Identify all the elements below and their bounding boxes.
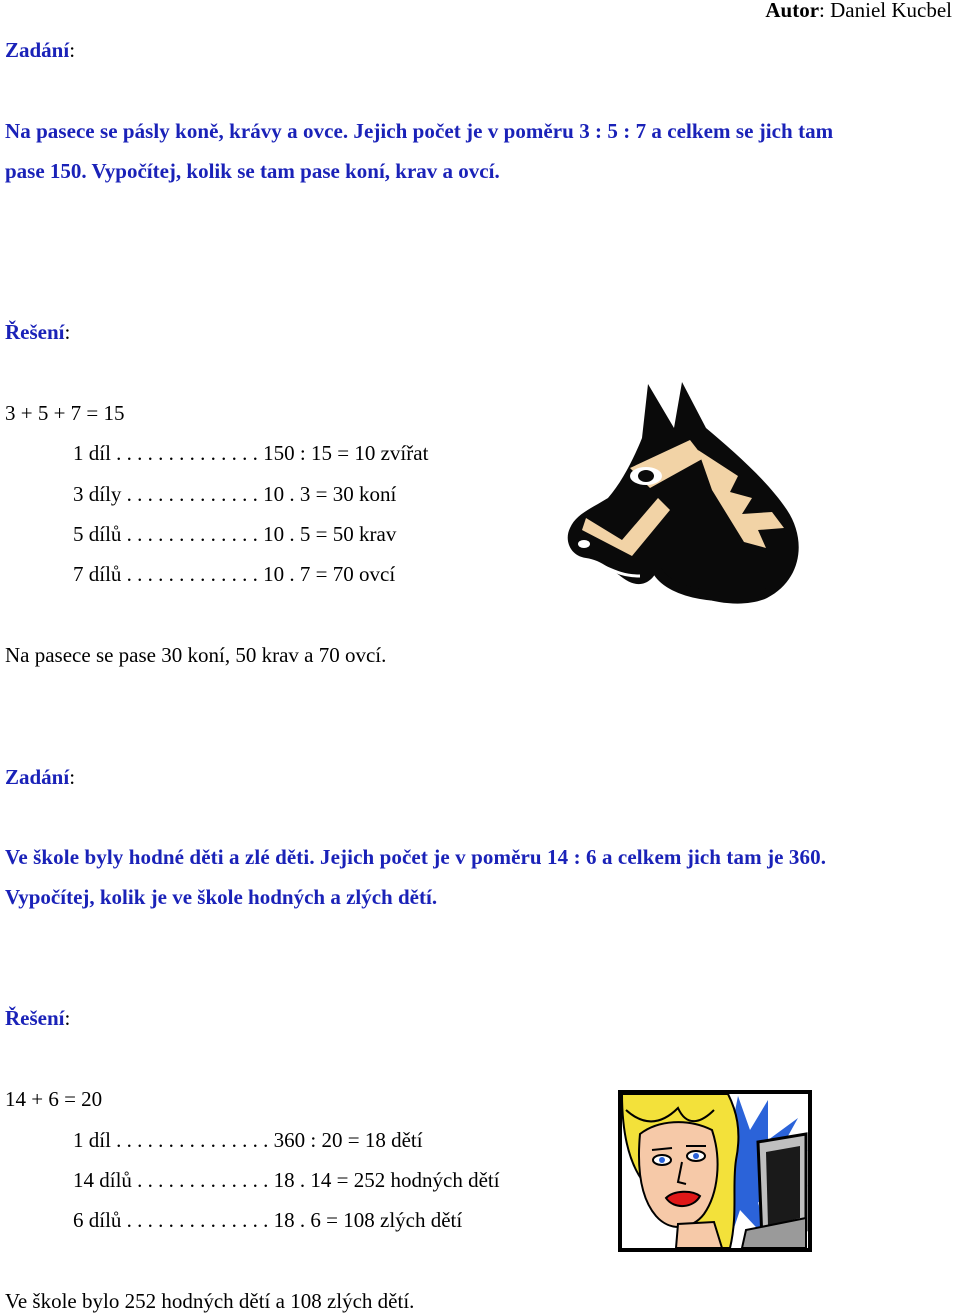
task-heading-2 (5, 767, 75, 788)
author-name: Daniel Kucbel (824, 0, 952, 22)
task-heading-1 (5, 40, 75, 61)
task-1-line-2: pase 150. Vypočítej, kolik se tam pase koní, krav a ovcí. (5, 159, 500, 183)
horse-head-icon (562, 380, 812, 605)
woman-at-computer-icon (618, 1090, 812, 1252)
author-sep: : (819, 0, 825, 22)
step-2-3: 6 dílů . . . . . . . . . . . . . . 18 . 6 = 108 zlých dětí (73, 1208, 463, 1232)
task-1-line-1: Na pasece se pásly koně, krávy a ovce. Jejich počet je v poměru 3 : 5 : 7 a celkem se jich tam (5, 119, 834, 143)
solution-heading-1-label: Řešení (5, 320, 65, 344)
answer-1: Na pasece se pase 30 koní, 50 krav a 70 ovcí. (5, 643, 387, 667)
solution-heading-1 (5, 322, 70, 343)
sum-line-2: 14 + 6 = 20 (5, 1087, 103, 1111)
author-line (765, 0, 952, 21)
sum-line-1: 3 + 5 + 7 = 15 (5, 401, 125, 425)
answer-2: Ve škole bylo 252 hodných dětí a 108 zlých dětí. (5, 1289, 415, 1313)
step-1-2: 3 díly . . . . . . . . . . . . . 10 . 3 = 30 koní (73, 482, 397, 506)
step-2-2: 14 dílů . . . . . . . . . . . . . 18 . 14 = 252 hodných dětí (73, 1168, 500, 1192)
step-2-1: 1 díl . . . . . . . . . . . . . . . 360 : 20 = 18 dětí (73, 1128, 423, 1152)
solution-heading-2-label: Řešení (5, 1006, 65, 1030)
step-1-3: 5 dílů . . . . . . . . . . . . . 10 . 5 = 50 krav (73, 522, 397, 546)
solution-heading-2 (5, 1008, 70, 1029)
task-heading-2-label: Zadání (5, 765, 70, 789)
solution-heading-1-colon: : (64, 320, 71, 344)
task-heading-2-colon: : (69, 765, 76, 789)
author-label: Autor (765, 0, 820, 22)
task-heading-1-colon: : (69, 38, 76, 62)
step-1-1: 1 díl . . . . . . . . . . . . . . 150 : 15 = 10 zvířat (73, 441, 429, 465)
step-1-4: 7 dílů . . . . . . . . . . . . . 10 . 7 = 70 ovcí (73, 562, 396, 586)
solution-heading-2-colon: : (64, 1006, 71, 1030)
task-2-line-1: Ve škole byly hodné děti a zlé děti. Jejich počet je v poměru 14 : 6 a celkem jich tam je 360. (5, 845, 827, 869)
task-2-line-2: Vypočítej, kolik je ve škole hodných a zlých dětí. (5, 885, 438, 909)
task-heading-1-label: Zadání (5, 38, 70, 62)
